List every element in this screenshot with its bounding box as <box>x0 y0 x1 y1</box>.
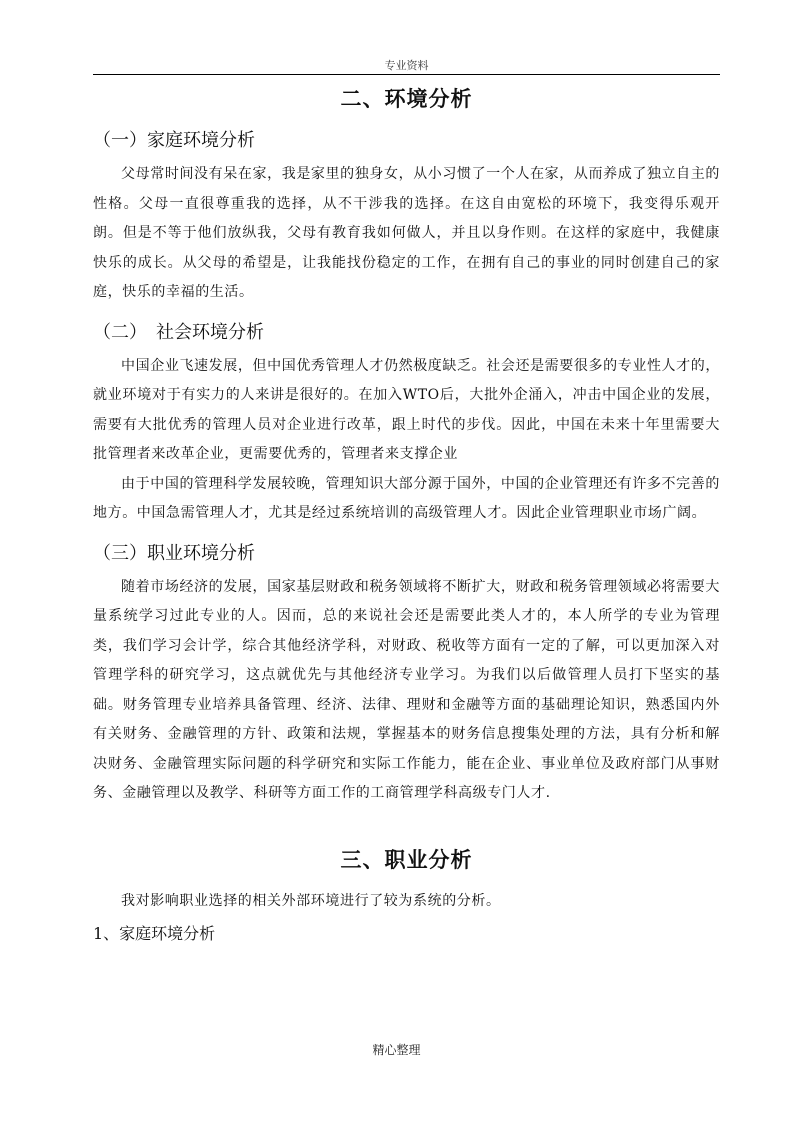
subheading-social-environment: （二） 社会环境分析 <box>93 321 264 343</box>
page-header: 专业资料 <box>384 59 429 72</box>
paragraph: 随着市场经济的发展，国家基层财政和税务领域将不断扩大，财政和税务管理领域必将需要大量系统学习过此专业的人。因而，总的来说社会还是需要此类人才的，本人所学的专业为管理类，我们学习会计学，综合其他经济学科，对财政、税收等方面有一定的了解，可以更加深入对管理学科的研究学习，这点就优先与其他经济专业学习。为我们以后做管理人员打下坚实的基础。财务管理专业培养具备管理、经济、法律、理财和金融等方面的基础理论知识，熟悉国内外有关财务、金融管理的方针、政策和法规，掌握基本的财务信息搜集处理的方法，具有分析和解决财务、金融管理实际问题的科学研究和实际工作能力，能在企业、事业单位及政府部门从事财务、金融管理以及教学、科研等方面工作的工商管理学科高级专门人才. <box>93 578 720 801</box>
paragraph: 父母常时间没有呆在家，我是家里的独身女，从小习惯了一个人在家，从而养成了独立自主的性格。父母一直很尊重我的选择，从不干涉我的选择。在这自由宽松的环境下，我变得乐观开朗。但是不等于他们放纵我，父母有教育我如何做人，并且以身作则。在这样的家庭中，我健康快乐的成长。从父母的希望是，让我能找份稳定的工作，在拥有自己的事业的同时创建自己的家庭，快乐的幸福的生活。 <box>93 166 720 300</box>
paragraph: 中国企业飞速发展，但中国优秀管理人才仍然极度缺乏。社会还是需要很多的专业性人才的，就业环境对于有实力的人来讲是很好的。在加入WTO后，大批外企涌入，冲击中国企业的发展，需要有大批优秀的管理人员对企业进行改革，跟上时代的步伐。因此，中国在未来十年里需要大批管理者来改革企业，更需要优秀的，管理者来支撑企业 <box>93 357 720 462</box>
paragraph: 由于中国的管理科学发展较晚，管理知识大部分源于国外，中国的企业管理还有许多不完善的地方。中国急需管理人才，尤其是经过系统培训的高级管理人才。因此企业管理职业市场广阔。 <box>93 475 720 521</box>
section-title-career-analysis: 三、职业分析 <box>340 846 473 872</box>
header-divider <box>93 74 720 75</box>
subheading-family-environment: （一）家庭环境分析 <box>93 130 255 151</box>
subheading-career-environment: （三）职业环境分析 <box>93 542 255 564</box>
paragraph: 我对影响职业选择的相关外部环境进行了较为系统的分析。 <box>121 892 501 909</box>
subheading-family-analysis: 1、家庭环境分析 <box>93 924 216 943</box>
document-body <box>93 82 720 948</box>
section-title-environment: 二、环境分析 <box>340 86 473 111</box>
page-footer: 精心整理 <box>372 1043 421 1057</box>
